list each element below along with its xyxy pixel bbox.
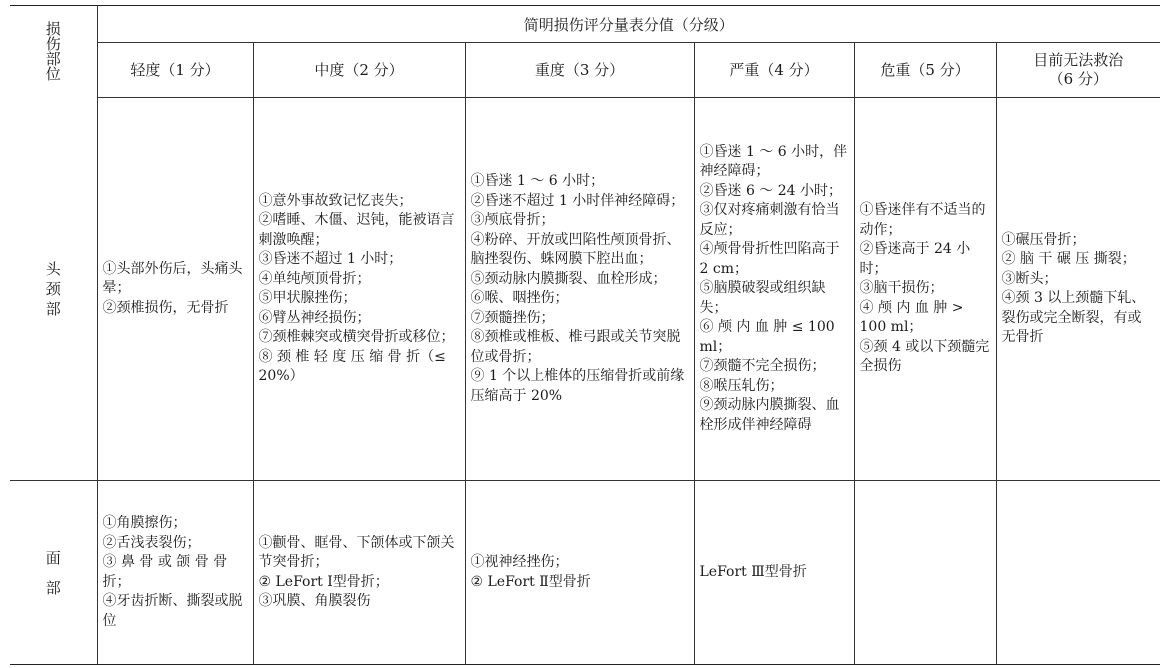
cell-level-3 — [465, 481, 694, 665]
criterion-item: ②昏迷不超过 1 小时伴神经障碍； — [470, 192, 685, 209]
criterion-item: ⑦颈髓挫伤； — [470, 309, 555, 326]
level-header-6-line1: 目前无法救治 — [1033, 51, 1124, 69]
criterion-item: ③断头； — [1001, 270, 1058, 287]
criterion-item: ④颅骨骨折性凹陷高于 2 cm； — [699, 241, 840, 277]
criterion-item: ⑤甲状腺挫伤； — [258, 290, 357, 306]
level-header-4: 严重（4 分） — [694, 43, 854, 98]
criterion-item: ⑥ 颅 内 血 肿 ≤ 100 ml； — [699, 319, 835, 355]
level-header-2: 中度（2 分） — [253, 43, 465, 98]
criterion-item: ①头部外伤后，头痛头晕； — [102, 260, 243, 297]
level-header-1: 轻度（1 分） — [97, 43, 253, 98]
part-column-header — [10, 6, 97, 98]
criterion-item: ③ 鼻 骨 或 颌 骨 骨 折； — [102, 554, 228, 590]
criterion-item: ⑥喉、咽挫伤； — [470, 290, 569, 306]
part-cell — [10, 98, 97, 481]
criterion-item: ⑧颈椎或椎板、椎弓跟或关节突脱位或骨折； — [470, 329, 681, 365]
criterion-item: ⑨颈动脉内膜撕裂、血栓形成伴神经障碍 — [699, 397, 840, 433]
criterion-item: ⑤脑膜破裂或组织缺失； — [699, 280, 826, 316]
criterion-item: ⑧喉压轧伤； — [699, 377, 784, 394]
criterion-item: ①视神经挫伤； — [470, 554, 569, 570]
criterion-item: ③颅底骨折； — [470, 212, 555, 228]
criterion-item: ②昏迷 6 ～ 24 小时； — [699, 182, 843, 199]
criterion-item: ⑨ 1 个以上椎体的压缩骨折或前缘压缩高于 20% — [470, 368, 685, 404]
table-row-face — [10, 481, 1160, 665]
cell-level-6 — [996, 98, 1160, 481]
injury-score-table — [10, 5, 1160, 665]
criterion-item: ②舌浅表裂伤； — [102, 534, 201, 551]
cell-level-4 — [694, 481, 854, 665]
part-label-head-neck: 头颈部 — [45, 259, 61, 318]
part-label: 损伤部位 — [45, 19, 61, 83]
cell-level-6 — [996, 481, 1160, 665]
level-header-6 — [996, 43, 1160, 98]
cell-level-4 — [694, 98, 854, 481]
cell-level-2 — [253, 98, 465, 481]
criterion-item: ②嗜睡、木僵、迟钝，能被语言刺激唤醒； — [258, 212, 455, 248]
criterion-item: ⑥臂丛神经损伤； — [258, 309, 371, 326]
part-label-face: 面部 — [45, 548, 61, 597]
cell-level-1 — [97, 98, 253, 481]
level-header-5: 危重（5 分） — [854, 43, 996, 98]
criterion-item: ①昏迷伴有不适当的动作； — [859, 202, 986, 238]
criterion-item: ①昏迷 1 ～ 6 小时，伴神经障碍； — [699, 143, 848, 180]
criterion-item: ①碾压骨折； — [1001, 231, 1086, 248]
cell-level-3 — [465, 98, 694, 481]
part-cell — [10, 481, 97, 665]
criterion-item: ④单纯颅顶骨折； — [258, 270, 371, 287]
criterion-item: ②昏迷高于 24 小时； — [859, 241, 971, 277]
cell-level-5 — [854, 481, 996, 665]
criterion-item: ② 脑 干 碾 压 撕裂； — [1001, 251, 1136, 267]
criterion-item: ③脑干损伤； — [859, 280, 944, 297]
scale-title: 简明损伤评分量表分值（分级） — [97, 6, 1160, 43]
criterion-item: ③昏迷不超过 1 小时； — [258, 251, 403, 267]
cell-level-1 — [97, 481, 253, 665]
criterion-item: ⑦颈椎棘突或横突骨折或移位； — [258, 329, 455, 345]
criterion-item: ①昏迷 1 ～ 6 小时； — [470, 173, 605, 189]
criterion-item: ①颧骨、眶骨、下颌体或下颌关节突骨折； — [258, 534, 455, 570]
criterion-item: ④粉碎、开放或凹陷性颅顶骨折、脑挫裂伤、蛛网膜下腔出血； — [470, 231, 681, 267]
criterion-item: ④ 颅 内 血 肿 > 100 ml； — [859, 299, 964, 336]
criterion-item: ⑦颈髓不完全损伤； — [699, 358, 826, 375]
criterion-item: ② LeFort Ⅰ型骨折； — [258, 573, 389, 590]
cell-level-5 — [854, 98, 996, 481]
table-row-head-neck — [10, 98, 1160, 481]
criterion-item: ③仅对疼痛刺激有恰当反应； — [699, 202, 840, 238]
criterion-item: ⑧ 颈 椎 轻 度 压 缩 骨 折（≤ 20%） — [258, 348, 446, 384]
criterion-item: ④颈 3 以上颈髓下轧、裂伤或完全断裂，有或无骨折 — [1001, 290, 1146, 345]
criterion-item: ⑤颈动脉内膜撕裂、血栓形成； — [470, 270, 667, 287]
cell-level-2 — [253, 481, 465, 665]
criterion-item: ②颈椎损伤，无骨折 — [102, 299, 229, 316]
criterion-item: ⑤颈 4 或以下颈髓完全损伤 — [859, 338, 990, 375]
criterion-item: ④牙齿折断、撕裂或脱位 — [102, 593, 243, 629]
criterion-item: ①角膜擦伤； — [102, 515, 187, 531]
level-header-3: 重度（3 分） — [465, 43, 694, 98]
criterion-item: ② LeFort Ⅱ型骨折 — [470, 573, 591, 590]
criterion-item: ③巩膜、角膜裂伤 — [258, 593, 371, 609]
criterion-item: LeFort Ⅲ型骨折 — [699, 563, 807, 580]
criterion-item: ①意外事故致记忆丧失； — [258, 192, 413, 209]
level-header-6-line2: （6 分） — [1048, 70, 1108, 88]
